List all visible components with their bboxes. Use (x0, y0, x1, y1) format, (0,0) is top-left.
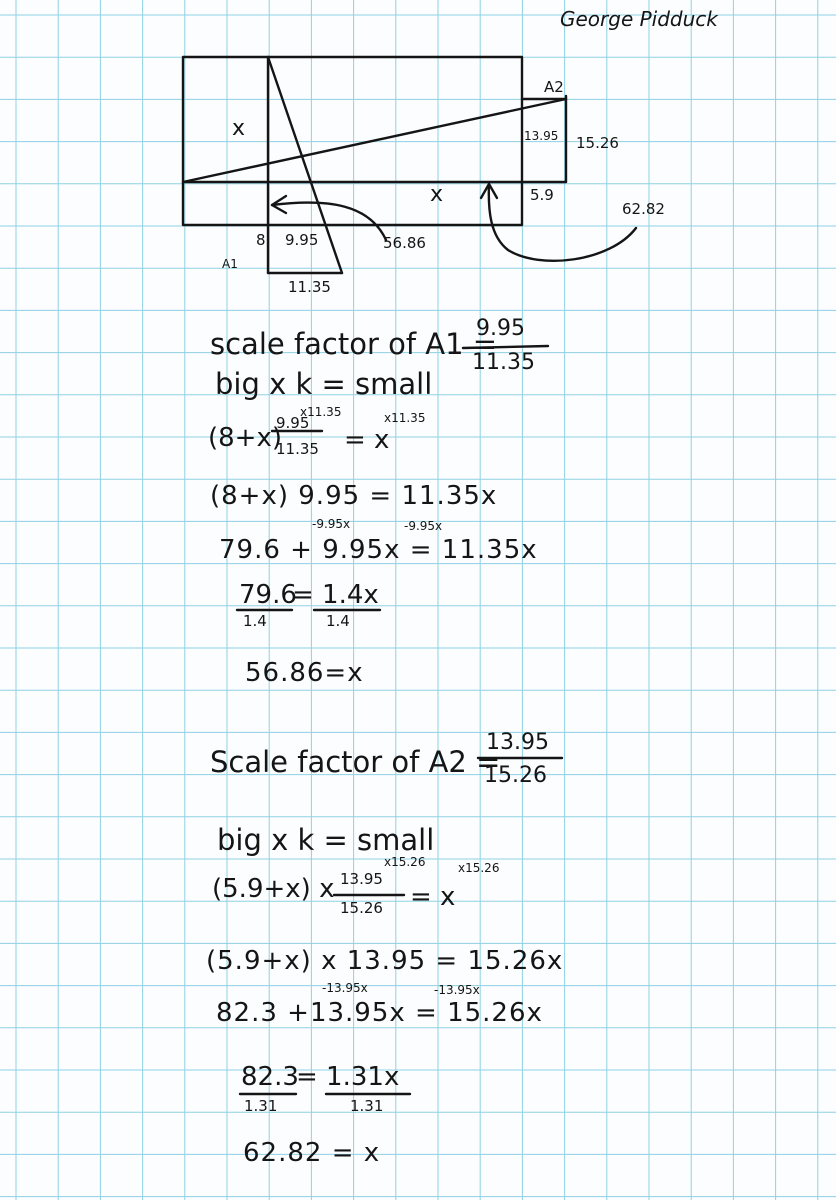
outer-rectangle (183, 57, 522, 225)
a1-final-left-denominator: 1.4 (243, 612, 267, 630)
label-x-vertical: x (232, 116, 246, 141)
a2-result: 62.82 = x (243, 1138, 381, 1168)
curved-arrow-62 (489, 184, 636, 261)
a2-setup-right: = x (410, 882, 456, 912)
a1-setup-left: (8+x) (208, 423, 283, 453)
a2-setup-left: (5.9+x) x (212, 874, 335, 904)
a2-subtract-note-right: -13.95x (434, 983, 480, 997)
label-9-95: 9.95 (285, 231, 319, 249)
a2-final-right-denominator: 1.31 (350, 1097, 384, 1115)
a2-final-left-numerator: 82.3 (241, 1062, 299, 1092)
label-x-horizontal: x (430, 182, 444, 207)
a2-scale-denominator: 15.26 (484, 763, 547, 788)
a1-setup-right: = x (344, 425, 390, 455)
a1-subtract-note-left: -9.95x (312, 517, 351, 531)
a2-setup-denominator: 15.26 (340, 899, 383, 917)
a2-step-expand: (5.9+x) x 13.95 = 15.26x (206, 946, 564, 976)
a1-mult-note-right: x11.35 (384, 411, 426, 425)
a2-final-left-denominator: 1.31 (244, 1097, 278, 1115)
a1-subtract-note-right: -9.95x (404, 519, 443, 533)
a2-final-right-numerator: = 1.31x (296, 1062, 400, 1092)
a2-setup-numerator: 13.95 (340, 870, 383, 888)
label-13-95: 13.95 (524, 129, 559, 143)
a2-step-collect: 82.3 +13.95x = 15.26x (216, 998, 543, 1028)
a1-setup-numerator: 9.95 (276, 414, 310, 432)
a2-scale-factor-text: Scale factor of A2 = (210, 745, 501, 779)
a2-scale-numerator: 13.95 (486, 730, 549, 755)
a1-step-collect: 79.6 + 9.95x = 11.35x (219, 535, 538, 565)
label-a2: A2 (544, 78, 564, 96)
a1-final-right-numerator: = 1.4x (292, 580, 379, 610)
a1-result: 56.86=x (245, 658, 364, 688)
a2-subtract-note-left: -13.95x (322, 981, 368, 995)
a1-mult-note-left: x11.35 (300, 405, 342, 419)
label-11-35: 11.35 (288, 278, 331, 296)
a2-mult-note-right: x15.26 (458, 861, 500, 875)
author-name: George Pidduck (560, 7, 718, 31)
a1-setup-denominator: 11.35 (276, 440, 319, 458)
label-a1: A1 (222, 257, 238, 271)
a2-rule: big x k = small (217, 823, 435, 857)
a1-scale-numerator: 9.95 (476, 316, 525, 341)
label-62-82: 62.82 (622, 200, 665, 218)
a1-scale-denominator: 11.35 (472, 350, 535, 375)
label-8: 8 (256, 231, 266, 249)
label-5-9: 5.9 (530, 186, 554, 204)
a1-final-left-numerator: 79.6 (239, 580, 297, 610)
label-15-26: 15.26 (576, 134, 619, 152)
a1-scale-factor-text: scale factor of A1 = (210, 327, 498, 361)
a2-mult-note-left: x15.26 (384, 855, 426, 869)
a1-final-right-denominator: 1.4 (326, 612, 350, 630)
label-56-86: 56.86 (383, 234, 426, 252)
a1-rule: big x k = small (215, 367, 433, 401)
a1-step-expand: (8+x) 9.95 = 11.35x (210, 481, 498, 511)
